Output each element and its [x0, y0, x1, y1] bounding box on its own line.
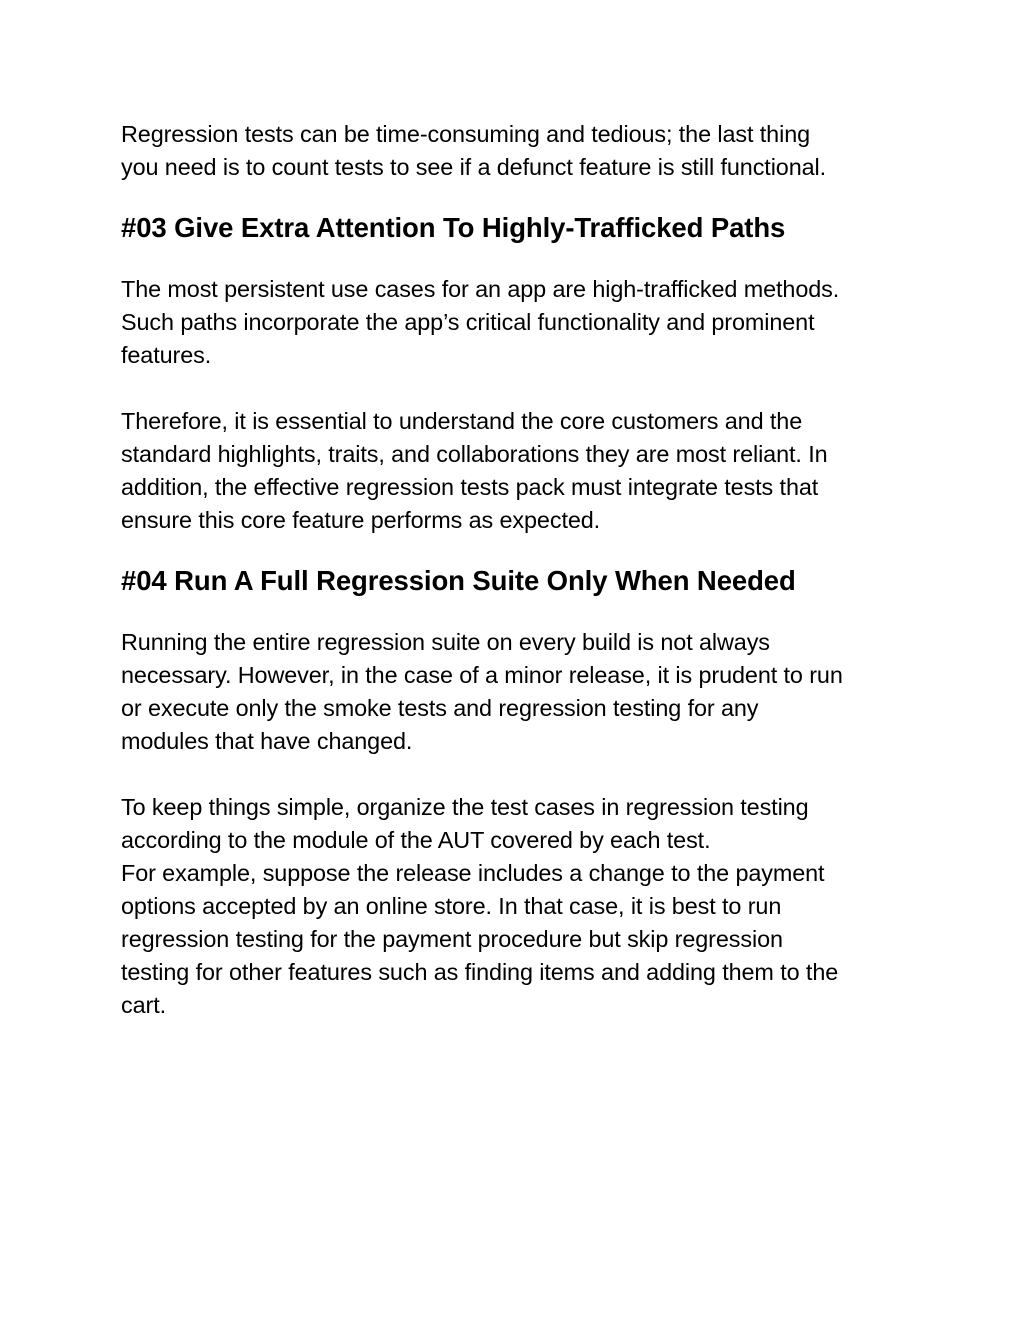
text-line: The most persistent use cases for an app are high-trafficked methods. — [121, 276, 840, 302]
text-line: Therefore, it is essential to understand the core customers and the — [121, 408, 803, 434]
section-03-paragraph-2 — [121, 405, 921, 537]
text-line: regression testing for the payment procedure but skip regression — [121, 926, 783, 952]
text-line: features. — [121, 342, 212, 368]
section-heading-03: #03 Give Extra Attention To Highly-Trafficked Paths — [121, 212, 786, 243]
text-line: standard highlights, traits, and collaborations they are most reliant. In — [121, 441, 828, 467]
text-line: Regression tests can be time-consuming and tedious; the last thing — [121, 121, 811, 147]
text-line: modules that have changed. — [121, 728, 413, 754]
section-03-paragraph-1 — [121, 273, 921, 372]
text-line: necessary. However, in the case of a minor release, it is prudent to run — [121, 662, 843, 688]
text-line: addition, the effective regression tests pack must integrate tests that — [121, 474, 819, 500]
text-line: cart. — [121, 992, 166, 1018]
text-line: or execute only the smoke tests and regression testing for any — [121, 695, 759, 721]
section-04-paragraph-1 — [121, 626, 921, 758]
document-page — [121, 118, 921, 1022]
text-line: ensure this core feature performs as expected. — [121, 507, 601, 533]
text-line: you need is to count tests to see if a defunct feature is still functional. — [121, 154, 827, 180]
text-line: Such paths incorporate the app’s critical functionality and prominent — [121, 309, 815, 335]
text-line: options accepted by an online store. In that case, it is best to run — [121, 893, 782, 919]
section-heading-04: #04 Run A Full Regression Suite Only When Needed — [121, 565, 796, 596]
text-line: testing for other features such as finding items and adding them to the — [121, 959, 839, 985]
text-line: Running the entire regression suite on every build is not always — [121, 629, 770, 655]
intro-paragraph — [121, 118, 921, 184]
text-line: according to the module of the AUT covered by each test. — [121, 827, 711, 853]
text-line: To keep things simple, organize the test cases in regression testing — [121, 794, 809, 820]
text-line: For example, suppose the release includes a change to the payment — [121, 860, 825, 886]
section-04-paragraph-2 — [121, 791, 921, 1022]
